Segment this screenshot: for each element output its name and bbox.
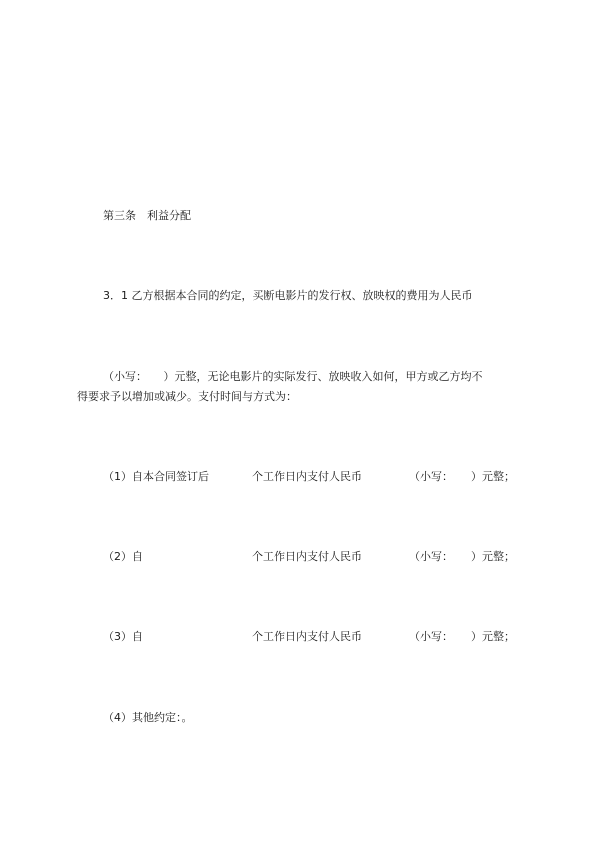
payment-prefix: （2）自 — [103, 550, 143, 563]
payment-middle: 个工作日内支付人民币 — [252, 470, 362, 483]
payment-small: （小写： — [409, 550, 453, 563]
payment-suffix: ）元整； — [471, 550, 515, 563]
payment-middle: 个工作日内支付人民币 — [252, 550, 362, 563]
clause-3-1: 3．1 乙方根据本合同的约定，买断电影片的发行权、放映权的费用为人民币 — [103, 289, 473, 302]
payment-suffix: ）元整； — [471, 630, 515, 643]
payment-middle: 个工作日内支付人民币 — [252, 630, 362, 643]
payment-suffix: ）元整； — [471, 470, 515, 483]
payment-prefix: （1）自本合同签订后 — [103, 470, 209, 483]
payment-small: （小写： — [409, 630, 453, 643]
amount-line-1: （小写： ）元整，无论电影片的实际发行、放映收入如何，甲方或乙方均不 — [103, 370, 483, 383]
amount-line-2: 得要求予以增加或减少。支付时间与方式为： — [77, 390, 297, 403]
article-heading: 第三条 利益分配 — [103, 209, 191, 222]
payment-prefix: （3）自 — [103, 630, 143, 643]
payment-small: （小写： — [409, 470, 453, 483]
other-terms: （4）其他约定：。 — [103, 711, 193, 724]
